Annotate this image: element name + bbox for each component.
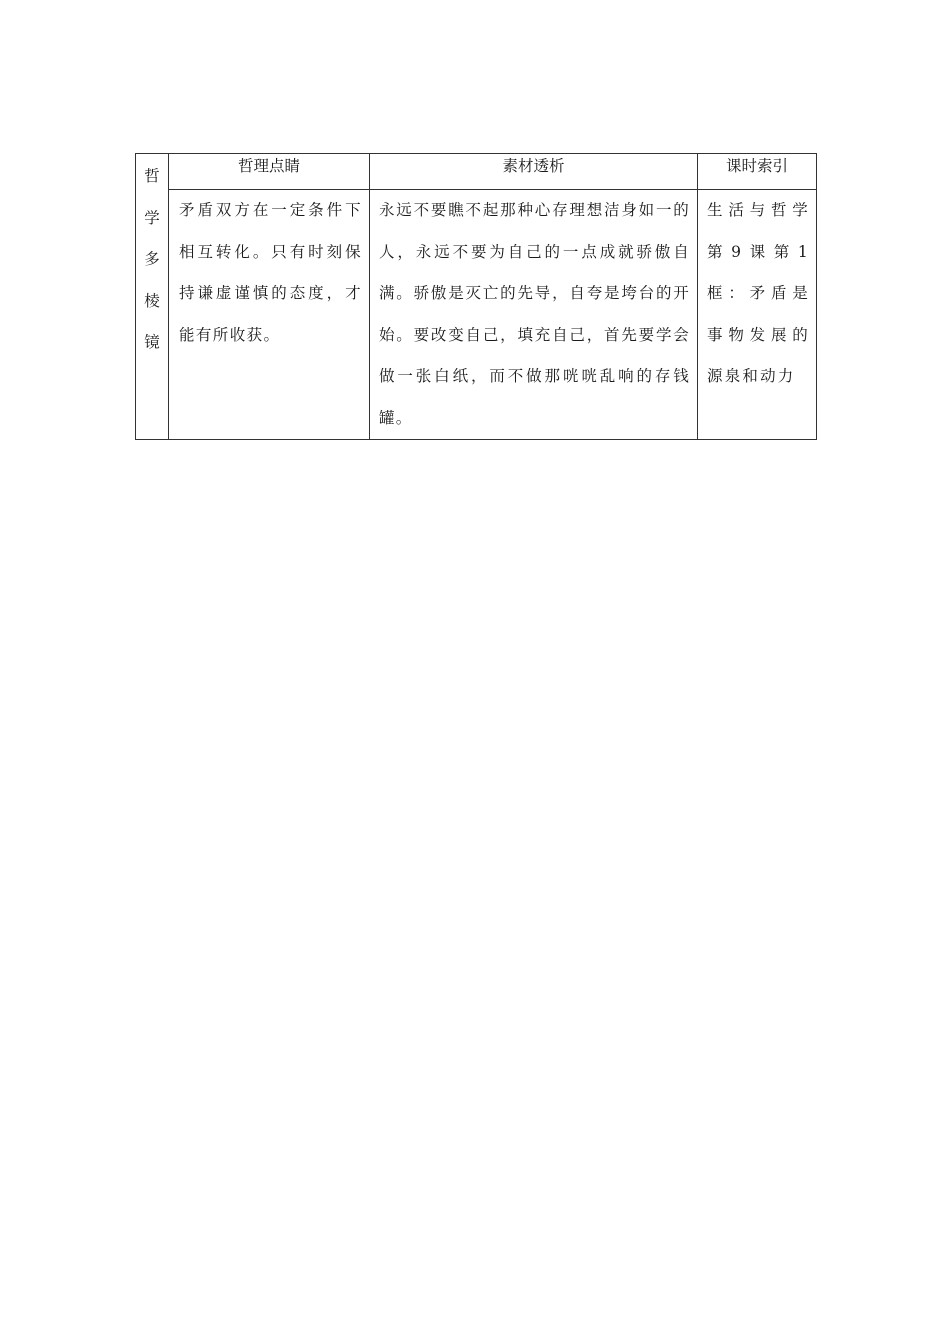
header-lesson-index: 课时索引 (698, 154, 817, 190)
side-label-cell (136, 154, 169, 440)
side-label-char: 哲 (144, 167, 160, 185)
header-material-analysis: 素材透析 (370, 154, 698, 190)
cell-material-analysis (370, 190, 698, 440)
header-philosophy-insight: 哲理点睛 (169, 154, 370, 190)
philosophy-insight-text: 矛盾双方在一定条件下相互转化。只有时刻保持谦虚谨慎的态度，才能有所收获。 (179, 201, 362, 344)
side-label-char: 镜 (144, 333, 160, 351)
side-label-char: 棱 (144, 291, 160, 310)
philosophy-table (135, 153, 817, 440)
cell-philosophy-insight (169, 190, 370, 440)
material-analysis-text: 永远不要瞧不起那种心存理想洁身如一的人，永远不要为自己的一点成就骄傲自满。骄傲是灭亡的先导，自夸是垮台的开始。要改变自己，填充自己，首先要学会做一张白纸，而不做那咣咣乱响的存钱罐。 (379, 201, 690, 427)
table-row (136, 190, 817, 440)
side-label (136, 154, 168, 364)
side-label-char: 学 (144, 208, 160, 227)
side-label-char: 多 (144, 250, 160, 268)
lesson-index-text: 生活与哲学第9课第1框：矛盾是事物发展的源泉和动力 (707, 201, 810, 385)
cell-lesson-index (698, 190, 817, 440)
table-header-row (136, 154, 817, 190)
